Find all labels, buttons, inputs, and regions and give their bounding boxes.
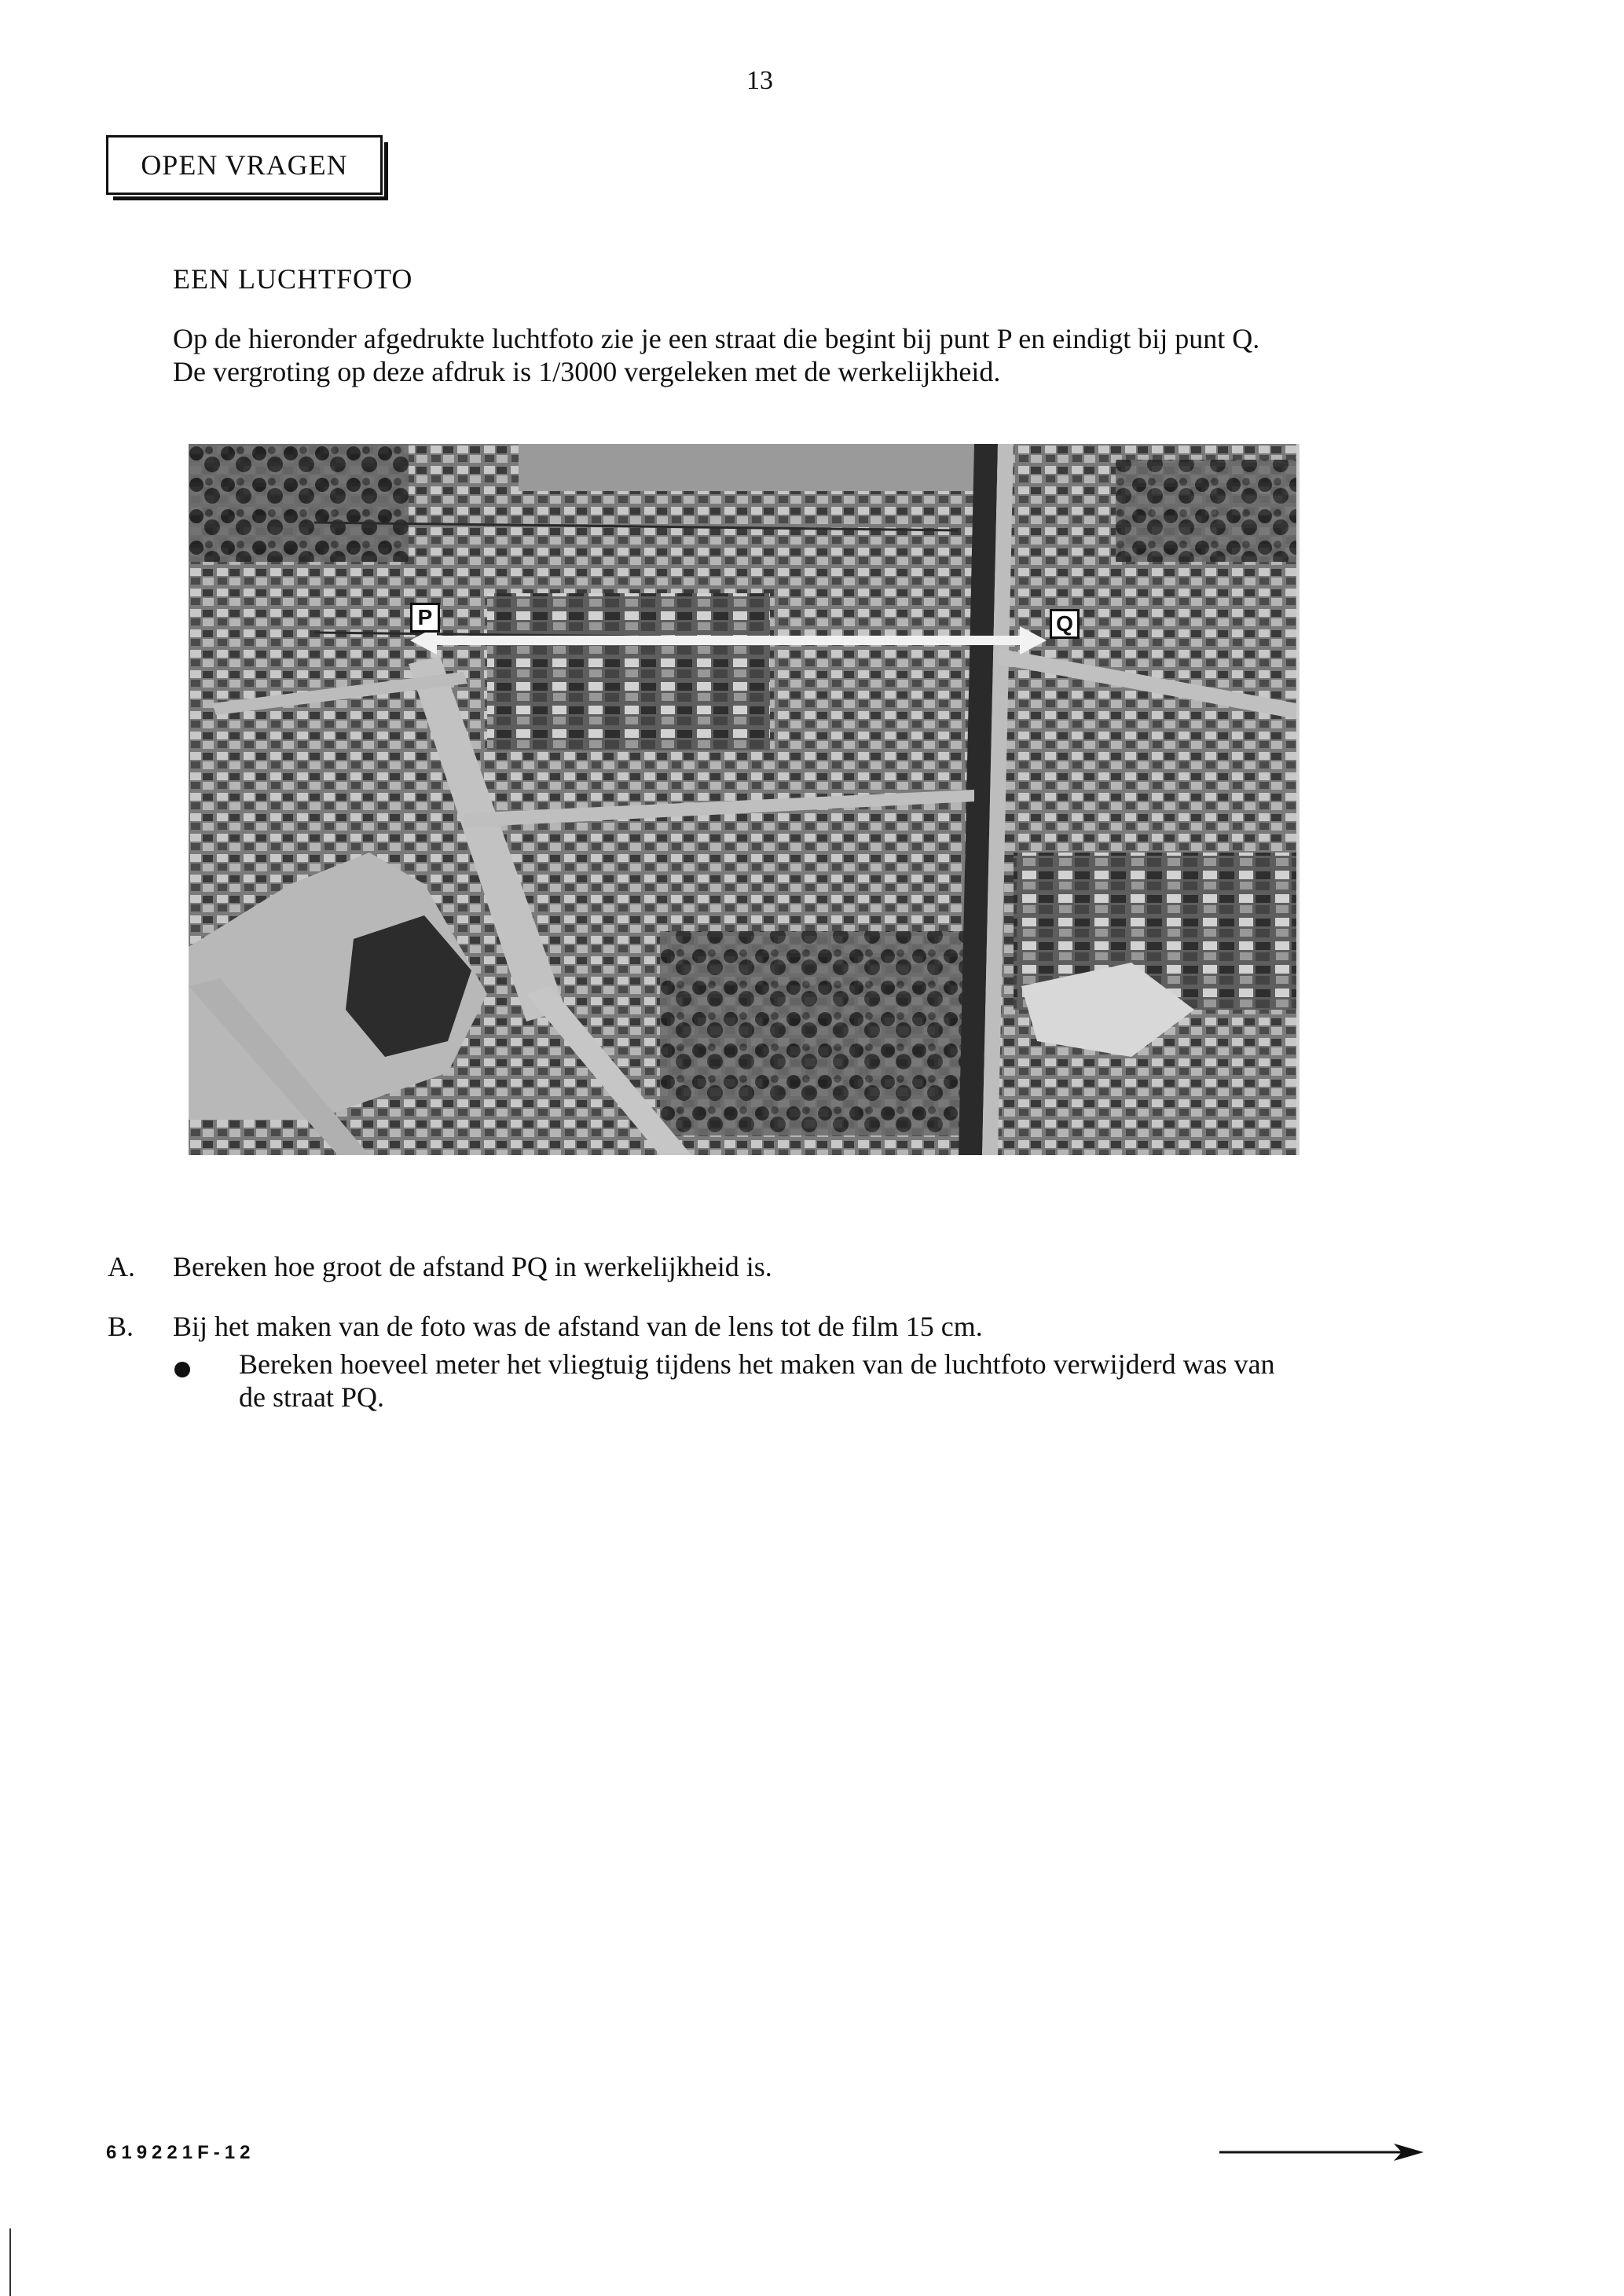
footer-code: 619221F-12 — [106, 2142, 255, 2163]
subquestion-line: Bereken hoeveel meter het vliegtuig tijdens het maken van de luchtfoto verwijderd was van — [239, 1348, 1275, 1380]
subquestion-line: de straat PQ. — [239, 1381, 384, 1413]
question-text: Bereken hoe groot de afstand PQ in werkelijkheid is. — [173, 1251, 772, 1282]
right-arrow-icon — [1219, 2140, 1424, 2168]
intro-line: Op de hieronder afgedrukte luchtfoto zie je een straat die begint bij punt P en eindigt bij punt Q. — [173, 323, 1260, 354]
bullet-icon — [174, 1362, 190, 1377]
section-heading: OPEN VRAGEN — [141, 149, 348, 181]
photo-label-p: P — [410, 603, 440, 633]
intro-paragraph — [173, 322, 1446, 388]
photo-label-q: Q — [1050, 609, 1080, 639]
section-heading-box — [106, 135, 383, 195]
aerial-photo — [189, 444, 1300, 1155]
page-number: 13 — [746, 66, 773, 95]
exercise-title: EEN LUCHTFOTO — [173, 263, 413, 295]
aerial-photo-drawing — [189, 444, 1296, 1155]
question-letter: B. — [108, 1311, 134, 1342]
question-letter: A. — [108, 1251, 135, 1282]
question-text: Bij het maken van de foto was de afstand van de lens tot de film 15 cm. — [173, 1311, 983, 1342]
margin-mark — [9, 2228, 11, 2296]
intro-line: De vergroting op deze afdruk is 1/3000 vergeleken met de werkelijkheid. — [173, 356, 1001, 387]
question-b-subquestion — [239, 1348, 1417, 1414]
